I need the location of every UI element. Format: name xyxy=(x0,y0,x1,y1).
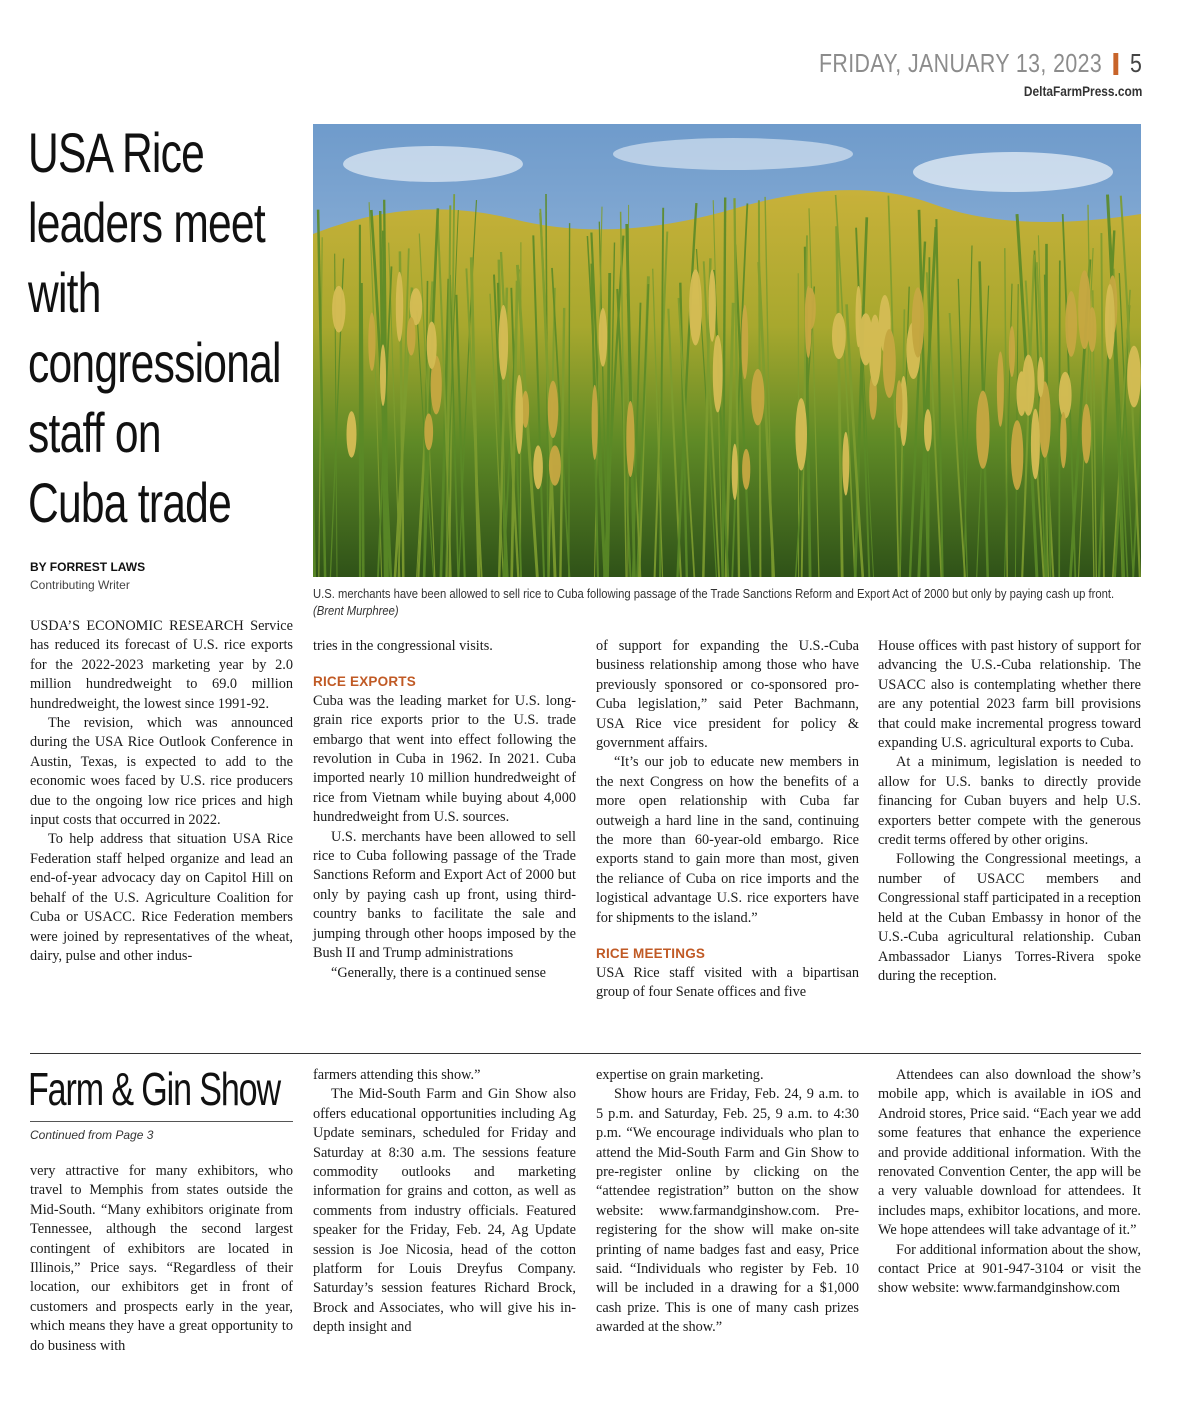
farm-paragraph: Show hours are Friday, Feb. 24, 9 a.m. to 5 p.m. and Saturday, Feb. 25, 9 a.m. to 4:30 p.m. “We encourage individuals who plan to attend the Mid-South Farm and Gin Show to pre-register online by clicking on the “attendee registration” button on the show website: www.farmandginshow.com. Pre-registering for the show will make on-site printing of name badges fast and easy, Price said. “Individuals who register by Feb. 10 will be included in a drawing for a $1,000 cash prize. This is one of many cash prizes awarded at the show.” xyxy=(596,1086,859,1336)
article-column-3 xyxy=(596,637,859,1002)
issue-date: FRIDAY, JANUARY 13, 2023 xyxy=(818,48,1102,78)
author-role: Contributing Writer xyxy=(30,578,130,592)
rice-grain-head xyxy=(869,315,881,387)
rice-grain-head xyxy=(709,269,716,341)
rice-stalk xyxy=(361,283,363,577)
rice-grain-head xyxy=(1037,357,1044,398)
farm-column-1 xyxy=(30,1162,293,1356)
headline-line: congressional xyxy=(28,331,281,394)
rice-grain-head xyxy=(499,305,508,380)
article-paragraph: Following the Congressional meetings, a number of USACC members and Congressional staff participated in a reception held at the Cuban Embassy in honor of the U.S.-Cuba agricultural relationship. Cuban Ambassador Lianys Torres-Rivera spoke during the reception. xyxy=(878,851,1141,984)
rice-grain-head xyxy=(842,432,849,496)
rice-grain-head xyxy=(407,317,416,356)
subhead-rice-exports: RICE EXPORTS xyxy=(313,674,416,690)
rice-grain-head xyxy=(689,269,702,345)
rice-grain-head xyxy=(549,445,561,485)
article-paragraph: The revision, which was announced during the USA Rice Outlook Conference in Austin, Texas, is expected to add to the economic woes faced by U.S. rice producers due to the ongoing low rice prices and high input costs that occurred in 2022. xyxy=(30,715,293,829)
farm-column-3 xyxy=(596,1066,859,1338)
rice-grain-head xyxy=(912,287,924,357)
photo-caption xyxy=(313,586,1141,620)
headline-line: with xyxy=(28,261,101,324)
rice-grain-head xyxy=(424,413,433,450)
rice-grain-head xyxy=(883,329,896,398)
rice-grain-head xyxy=(1011,420,1023,490)
byline xyxy=(30,560,145,592)
rice-grain-head xyxy=(533,445,543,489)
article-paragraph: USDA’S ECONOMIC RESEARCH Service has reduced its forecast of U.S. rice exports for the 2022-2023 marketing year by 2.0 million hundredweight to 69.0 million hundredweight, the lowest since 1991-92. xyxy=(30,618,293,712)
rice-field-photo xyxy=(313,124,1141,577)
divider-bar-icon xyxy=(1113,53,1118,75)
rice-stalk xyxy=(1059,261,1060,578)
article-paragraph: Cuba was the leading market for U.S. long-grain rice exports prior to the U.S. trade embargo that went into effect following the revolution in Cuba in 1962. In 2021. Cuba imported nearly 10 million hundredweight of rice from Vietnam while buying about 4,000 hundredweight from U.S. sources. xyxy=(313,692,576,826)
article-column-2 xyxy=(313,637,576,983)
title-rule xyxy=(30,1121,293,1122)
rice-grain-head xyxy=(368,313,375,371)
farm-column-2 xyxy=(313,1066,576,1338)
subhead-rice-meetings: RICE MEETINGS xyxy=(596,946,706,962)
article-column-4 xyxy=(878,637,1141,986)
rice-grain-head xyxy=(515,375,523,454)
rice-grain-head xyxy=(1082,404,1091,464)
rice-grain-head xyxy=(976,391,989,469)
rice-grain-head xyxy=(896,380,903,428)
article-paragraph: At a minimum, legislation is needed to allow for U.S. banks to directly provide financing for Cuban buyers and help U.S. exporters better compete with the generous credit terms offered by other origins. xyxy=(878,754,1141,849)
author-name: BY FORREST LAWS xyxy=(30,560,146,574)
headline-line: Cuba trade xyxy=(28,471,231,534)
article-headline xyxy=(28,118,302,538)
rice-grain-head xyxy=(924,409,932,451)
rice-grain-head xyxy=(626,401,634,477)
rice-grain-head xyxy=(347,411,357,458)
rice-grain-head xyxy=(380,344,386,406)
farm-paragraph: expertise on grain marketing. xyxy=(596,1067,764,1083)
headline-line: staff on xyxy=(28,401,161,464)
rice-grain-head xyxy=(742,449,750,490)
article-paragraph: U.S. merchants have been allowed to sell rice to Cuba following passage of the Trade Sanctions Reform and Export Act of 2000 but only by paying cash up front, using third-country banks to facilitate the sale and jumping through other hoops imposed by the Bush II and Trump administrations xyxy=(313,828,576,962)
article-paragraph: “Generally, there is a continued sense xyxy=(331,964,547,981)
rice-grain-head xyxy=(751,369,764,425)
rice-grain-head xyxy=(713,335,723,412)
rice-grain-head xyxy=(1127,346,1141,408)
section-divider xyxy=(30,1053,1141,1054)
farm-column-4 xyxy=(878,1066,1141,1299)
article-paragraph: “It’s our job to educate new members in the next Congress on how the benefits of a more open relationship with Cuba far outweigh a hard line in the sand, continuing the more than 60-year-old embargo. Rice exports stand to gain more than most, given the reliance of Cuba on rice imports and the logistical advantage U.S. rice exporters have for shipments to the island.” xyxy=(596,754,859,926)
article-paragraph: To help address that situation USA Rice Federation staff helped organize and lead an end-of-year advocacy day on Capitol Hill on behalf of the U.S. Agriculture Coalition for Cuba or USACC. Rice Federation members were joined by representatives of the wheat, dairy, pulse and other indus- xyxy=(30,831,293,964)
rice-grain-head xyxy=(732,444,738,500)
rice-grain-head xyxy=(599,308,608,367)
rice-stalk xyxy=(569,223,570,577)
article-paragraph: House offices with past history of support for advancing the U.S.-Cuba relationship. The USACC also is contemplating whether there are any potential 2023 farm bill provisions that could make incremental progress toward expanding U.S. agricultural exports to Cuba. xyxy=(878,638,1141,752)
farm-paragraph: farmers attending this show.” xyxy=(313,1067,481,1083)
article-paragraph: USA Rice staff visited with a bipartisan group of four Senate offices and five xyxy=(596,964,859,1000)
farm-paragraph: For additional information about the show, contact Price at 901-947-3104 or visit the show website: www.farmandginshow.com xyxy=(878,1241,1141,1297)
rice-field-illustration xyxy=(313,124,1141,577)
rice-grain-head xyxy=(1105,284,1115,359)
continued-from-link[interactable]: Continued from Page 3 xyxy=(30,1128,154,1142)
caption-text: U.S. merchants have been allowed to sell rice to Cuba following passage of the Trade Sanctions Reform and Export Act of 2000 but only by paying cash up front. xyxy=(313,587,1115,601)
headline-line: USA Rice xyxy=(28,121,205,184)
article-paragraph: tries in the congressional visits. xyxy=(313,638,493,654)
rice-grain-head xyxy=(1088,307,1096,352)
rice-grain-head xyxy=(1059,372,1072,419)
rice-grain-head xyxy=(795,398,807,470)
article-paragraph: of support for expanding the U.S.-Cuba business relationship among those who have previously sponsored or co-sponsored pro-Cuba legislation,” said Peter Bachmann, USA Rice vice president for policy & government affairs. xyxy=(596,638,859,752)
rice-grain-head xyxy=(548,381,558,438)
farm-paragraph: Attendees can also download the show’s mobile app, which is available in iOS and Android stores, Price said. “Each year we add some features that enhance the experience and provide additional information. With the renovated Convention Center, the app will be a very valuable download for attendees. It includes maps, exhibitor locations, and more. We hope attendees will take advantage of it.” xyxy=(878,1067,1141,1239)
site-link[interactable]: DeltaFarmPress.com xyxy=(1023,83,1142,99)
rice-grain-head xyxy=(741,305,748,379)
photo-credit: (Brent Murphree) xyxy=(313,604,399,618)
rice-grain-head xyxy=(997,352,1004,427)
rice-grain-head xyxy=(1009,326,1015,377)
page-number: 5 xyxy=(1129,48,1142,78)
rice-grain-head xyxy=(1065,291,1077,357)
rice-grain-head xyxy=(396,272,403,342)
farm-gin-show-title: Farm & Gin Show xyxy=(28,1063,280,1115)
farm-paragraph: very attractive for many exhibitors, who travel to Memphis from states outside the Mid-South. “Many exhibitors originate from Tennessee, although the second largest contingent of exhibitors are located in Illinois,” Price says. “Regardless of their location, our exhibitors get in front of customers and prospects early in the year, which means they have a great opportunity to do business with xyxy=(30,1163,293,1354)
rice-grain-head xyxy=(805,286,812,358)
rice-grain-head xyxy=(832,313,846,359)
rice-grain-head xyxy=(592,385,598,460)
rice-grain-head xyxy=(1031,409,1040,480)
article-column-1 xyxy=(30,617,293,966)
rice-grain-head xyxy=(1060,412,1067,468)
dateline xyxy=(819,48,1142,79)
rice-grain-head xyxy=(332,286,345,333)
rice-grain-head xyxy=(1017,371,1027,416)
masthead xyxy=(748,48,1142,99)
rice-grain-head xyxy=(427,322,437,370)
headline-line: leaders meet xyxy=(28,191,265,254)
farm-paragraph: The Mid-South Farm and Gin Show also offers educational opportunities including Ag Update seminars, scheduled for Friday and Saturday at 8:30 a.m. The sessions feature commodity outlooks and marketing information for grains and cotton, as well as comments from industry officials. Featured speaker for the Friday, Feb. 24, Ag Update session is Joe Nicosia, head of the cotton platform for Louis Dreyfus Company. Saturday’s session features Richard Brock, Brock and Associates, who will give his in-depth insight and xyxy=(313,1086,576,1336)
